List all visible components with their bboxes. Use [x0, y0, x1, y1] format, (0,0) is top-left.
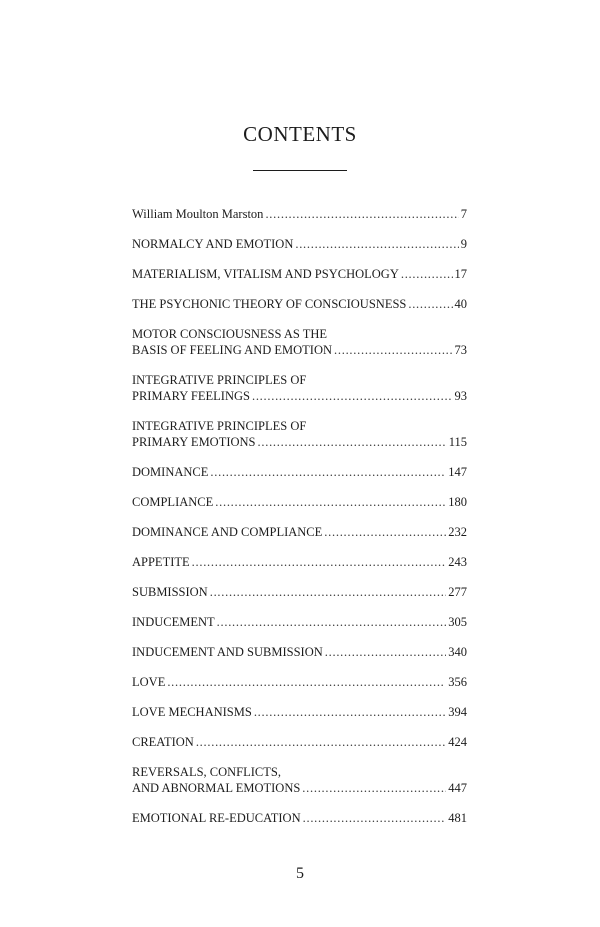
toc-entry-title: BASIS OF FEELING AND EMOTION: [132, 343, 333, 357]
toc-entry-line: [132, 674, 467, 690]
page-title: CONTENTS: [243, 122, 357, 146]
toc-entry-title: CREATION: [132, 735, 194, 749]
toc-entry-title: AND ABNORMAL EMOTIONS: [132, 781, 301, 795]
dot-leader: [254, 704, 446, 720]
toc-entry-title-line: INTEGRATIVE PRINCIPLES OF: [132, 419, 307, 433]
dot-leader: [401, 266, 453, 282]
toc-entry: [132, 494, 467, 510]
toc-entry-page: 73: [454, 343, 467, 357]
toc-entry: [132, 326, 467, 358]
toc-entry: [132, 418, 467, 450]
toc-entry-title: NORMALCY AND EMOTION: [132, 237, 294, 251]
toc-entry: [132, 464, 467, 480]
toc-entry-line: [132, 464, 467, 480]
toc-entry-title: MATERIALISM, VITALISM AND PSYCHOLOGY: [132, 267, 399, 281]
toc-entry-title: PRIMARY FEELINGS: [132, 389, 250, 403]
dot-leader: [192, 554, 447, 570]
toc-entry-page: 305: [448, 615, 467, 629]
toc-entry-line: [132, 206, 467, 222]
dot-leader: [167, 674, 446, 690]
toc-entry-page: 180: [448, 495, 467, 509]
toc-entry: [132, 236, 467, 252]
title-rule: [253, 170, 347, 171]
toc-entry-page: 394: [448, 705, 467, 719]
toc-entry-page: 147: [448, 465, 467, 479]
dot-leader: [325, 644, 446, 660]
toc-entry-line: [132, 704, 467, 720]
toc-entry-title: SUBMISSION: [132, 585, 208, 599]
toc-entry-title-line: MOTOR CONSCIOUSNESS AS THE: [132, 327, 328, 341]
dot-leader: [210, 584, 447, 600]
toc-entry-title: DOMINANCE AND COMPLIANCE: [132, 525, 323, 539]
toc-entry-page: 356: [448, 675, 467, 689]
toc-entry: [132, 614, 467, 630]
toc-entry-title: DOMINANCE: [132, 465, 209, 479]
toc-entry-line: [132, 524, 467, 540]
toc-entry-line: [132, 554, 467, 570]
dot-leader: [302, 780, 446, 796]
toc-entry-title: INDUCEMENT AND SUBMISSION: [132, 645, 323, 659]
toc-entry-title: William Moulton Marston: [132, 207, 264, 221]
toc-entry: [132, 524, 467, 540]
toc-entry-page: 424: [448, 735, 467, 749]
toc-entry-title: COMPLIANCE: [132, 495, 214, 509]
toc-entry: [132, 296, 467, 312]
toc-entry-line: [132, 734, 467, 750]
dot-leader: [210, 464, 446, 480]
toc-entry-title: PRIMARY EMOTIONS: [132, 435, 256, 449]
toc-entry: [132, 734, 467, 750]
toc-entry-line: [132, 342, 467, 358]
toc-entry: [132, 704, 467, 720]
dot-leader: [258, 434, 447, 450]
toc-entry-line: [132, 614, 467, 630]
toc-entry-title: INDUCEMENT: [132, 615, 215, 629]
toc-entry-title: APPETITE: [132, 555, 190, 569]
page-number: 5: [296, 865, 304, 882]
dot-leader: [295, 236, 458, 252]
toc-entry: [132, 206, 467, 222]
toc-entry-title: LOVE MECHANISMS: [132, 705, 252, 719]
toc-entry: [132, 554, 467, 570]
toc-entry-page: 17: [454, 267, 467, 281]
dot-leader: [265, 206, 458, 222]
dot-leader: [303, 810, 447, 826]
toc-entry: [132, 372, 467, 404]
toc-entry-line: [132, 584, 467, 600]
toc-entry-title-line: INTEGRATIVE PRINCIPLES OF: [132, 373, 307, 387]
toc-entry-title-line: REVERSALS, CONFLICTS,: [132, 765, 281, 779]
toc-entry: [132, 764, 467, 796]
toc-entry-title: LOVE: [132, 675, 166, 689]
toc-entry-line: [132, 266, 467, 282]
dot-leader: [252, 388, 453, 404]
toc-entry-title: THE PSYCHONIC THEORY OF CONSCIOUSNESS: [132, 297, 407, 311]
toc-entry-page: 9: [460, 237, 467, 251]
toc-entry-page: 115: [448, 435, 467, 449]
dot-leader: [408, 296, 452, 312]
toc-entry-page: 232: [448, 525, 467, 539]
toc-entry: [132, 810, 467, 826]
toc-entry: [132, 674, 467, 690]
toc-entry-line: [132, 388, 467, 404]
toc-entry-line: [132, 810, 467, 826]
dot-leader: [324, 524, 446, 540]
table-of-contents: [132, 206, 467, 840]
toc-entry-page: 481: [448, 811, 467, 825]
toc-entry-line: [132, 494, 467, 510]
dot-leader: [215, 494, 446, 510]
toc-entry-page: 7: [460, 207, 467, 221]
toc-entry-page: 277: [448, 585, 467, 599]
dot-leader: [217, 614, 447, 630]
toc-entry-page: 447: [448, 781, 467, 795]
toc-entry: [132, 584, 467, 600]
toc-entry-line: [132, 780, 467, 796]
toc-entry-line: [132, 644, 467, 660]
dot-leader: [334, 342, 452, 358]
toc-entry-line: [132, 434, 467, 450]
toc-entry-line: [132, 296, 467, 312]
toc-entry-line: [132, 236, 467, 252]
toc-entry-page: 243: [448, 555, 467, 569]
toc-entry: [132, 266, 467, 282]
toc-entry-page: 340: [448, 645, 467, 659]
toc-entry-page: 93: [454, 389, 467, 403]
toc-entry-page: 40: [454, 297, 467, 311]
dot-leader: [196, 734, 446, 750]
toc-entry-title: EMOTIONAL RE-EDUCATION: [132, 811, 301, 825]
toc-entry: [132, 644, 467, 660]
